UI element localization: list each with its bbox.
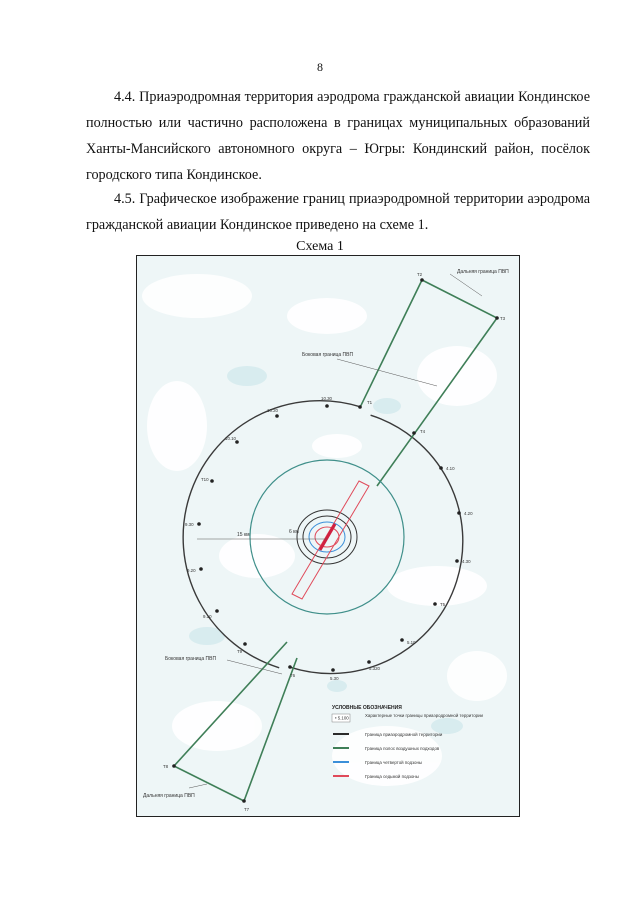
- point-T10: T10: [201, 477, 209, 482]
- point-910: 9.10: [203, 614, 212, 619]
- point-510: 5.10: [407, 640, 416, 645]
- side-boundary-top-label: Боковая граница ПВП: [302, 352, 354, 358]
- point-T5: T5: [440, 602, 446, 607]
- legend-label-points: Характерные точки границы приаэродромной территории: [365, 713, 483, 718]
- point-430: 4.30: [462, 559, 471, 564]
- legend-label-subzone7: Граница седьмой подзоны: [365, 774, 419, 779]
- point-1020: 10.20: [267, 408, 278, 413]
- far-boundary-top-label: Дальняя граница ПВП: [457, 269, 509, 275]
- point-520: 5.320: [369, 666, 380, 671]
- point-1010: 10.10: [225, 436, 236, 441]
- point-T2: T2: [417, 272, 423, 277]
- point-420: 4.20: [464, 511, 473, 516]
- side-boundary-bottom-label: Боковая граница ПВП: [165, 656, 217, 662]
- point-T7: T7: [244, 807, 250, 812]
- far-boundary-bottom-label: Дальняя граница ПВП: [143, 793, 195, 799]
- terrain-background: [142, 274, 507, 786]
- dist-15km-label: 15 км: [237, 532, 250, 538]
- figure-caption: Схема 1: [296, 239, 344, 254]
- legend-label-subzone4: Граница четвертой подзоны: [365, 760, 423, 765]
- point-T9: T9: [237, 649, 243, 654]
- dist-6km-label: 6 км: [289, 529, 299, 535]
- point-T4: T4: [420, 429, 426, 434]
- point-T3: T3: [500, 316, 506, 321]
- point-930: 9.30: [185, 522, 194, 527]
- point-530: 5.30: [330, 676, 339, 681]
- page-number: 8: [317, 60, 323, 74]
- point-410: 4.10: [446, 466, 455, 471]
- legend-title: УСЛОВНЫЕ ОБОЗНАЧЕНИЯ: [332, 705, 402, 711]
- scheme-map: [136, 255, 520, 817]
- point-T1: T1: [367, 400, 373, 405]
- point-T8: T8: [163, 764, 169, 769]
- paragraph-4-5: 4.5. Графическое изображение границ приаэродромной территории аэродрома гражданской авиации Кондинское приведено на схеме 1.: [86, 191, 590, 233]
- legend-label-territory: Граница приаэродромной территории: [365, 732, 443, 737]
- point-920: 9.20: [187, 568, 196, 573]
- point-T6: T6: [290, 673, 296, 678]
- legend-points-symbol: • 5.100: [335, 715, 349, 721]
- point-1030: 10.30: [321, 396, 332, 401]
- legend-label-approach: Граница полос воздушных подходов: [365, 746, 440, 751]
- paragraph-4-4: 4.4. Приаэродромная территория аэродрома гражданской авиации Кондинское полностью или частично расположена в границах муниципальных образований Ханты-Мансийского автономного округа – Югры: Кондинский район, посёлок городского типа Кондинское.: [86, 89, 590, 183]
- scheme-svg: [137, 256, 519, 816]
